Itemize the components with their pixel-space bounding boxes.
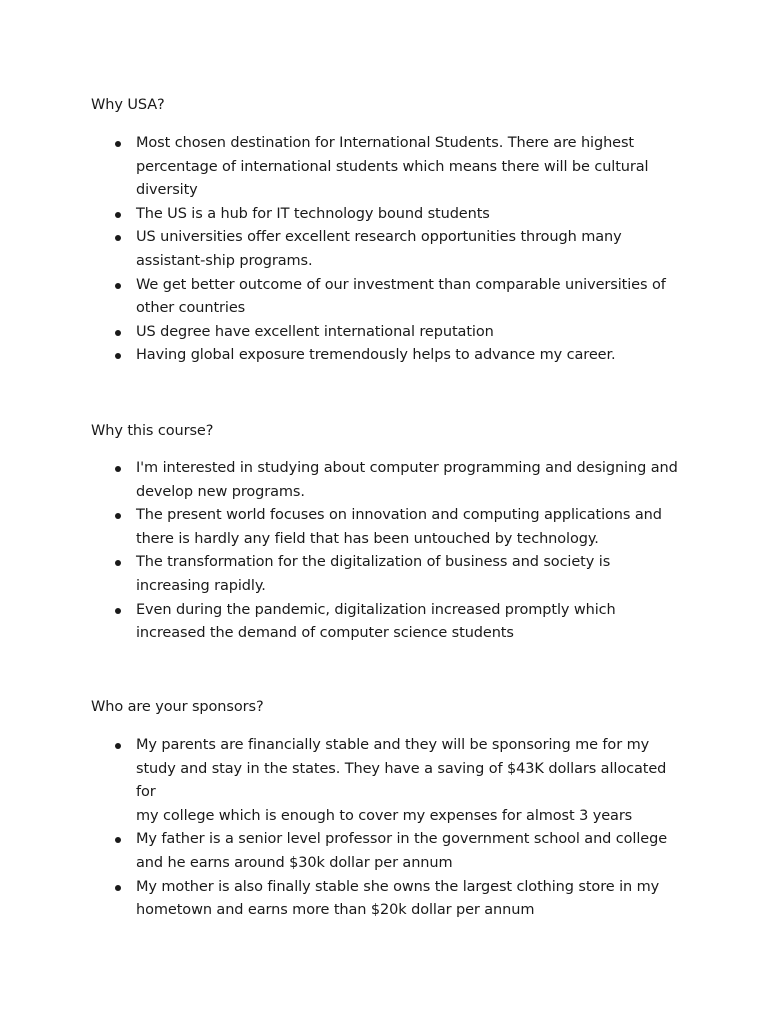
section-heading-why-this-course: Why this course?: [91, 423, 214, 439]
bullet-icon: [115, 330, 121, 336]
list-item-text: US degree have excellent international reputation: [136, 323, 494, 340]
bullet-icon: [115, 466, 121, 472]
list-item: [0, 321, 681, 345]
list-item-text: Even during the pandemic, digitalization increased promptly which increased the demand of computer science students: [136, 601, 616, 642]
section-heading-sponsors: Who are your sponsors?: [91, 699, 264, 715]
list-item: [0, 828, 681, 875]
list-item-text: My mother is also finally stable she owns the largest clothing store in my hometown and earns more than $20k dollar per annum: [136, 878, 660, 919]
list-item: [0, 551, 681, 598]
bullet-list-why-this-course: [0, 457, 681, 646]
section-heading-why-usa: Why USA?: [91, 97, 165, 113]
list-item-text: Most chosen destination for International Students. There are highest percentage of international students which means there will be cultural diversity: [136, 135, 649, 199]
list-item-text: I'm interested in studying about computer programming and designing and develop new programs.: [136, 460, 678, 500]
list-item: [0, 132, 681, 203]
bullet-icon: [115, 353, 121, 359]
bullet-icon: [115, 283, 121, 289]
list-item: [0, 734, 681, 828]
bullet-icon: [115, 885, 121, 891]
list-item: [0, 344, 681, 368]
bullet-list-why-usa: [0, 132, 681, 368]
list-item-text: The present world focuses on innovation and computing applications and there is hardly any field that has been untouched by technology.: [136, 507, 662, 547]
list-item: [0, 274, 681, 321]
bullet-icon: [115, 141, 121, 147]
list-item: [0, 876, 681, 923]
bullet-icon: [115, 743, 121, 749]
list-item-text: My parents are financially stable and they will be sponsoring me for my study and stay in the states. They have a saving of $43K dollars allocated for my college which is enough to cover my expenses for almost 3 years: [136, 737, 667, 824]
bullet-icon: [115, 235, 121, 241]
bullet-icon: [115, 212, 121, 218]
bullet-icon: [115, 513, 121, 519]
list-item-text: We get better outcome of our investment than comparable universities of other countries: [136, 276, 666, 317]
bullet-icon: [115, 608, 121, 614]
list-item-text: The transformation for the digitalization of business and society is increasing rapidly.: [136, 554, 611, 594]
bullet-icon: [115, 837, 121, 843]
list-item-text: Having global exposure tremendously helps to advance my career.: [136, 347, 616, 364]
list-item-text: The US is a hub for IT technology bound students: [136, 205, 490, 222]
list-item: [0, 504, 681, 551]
list-item-text: US universities offer excellent research opportunities through many assistant-ship programs.: [136, 229, 622, 269]
list-item: [0, 599, 681, 646]
list-item-text: My father is a senior level professor in the government school and college and he earns around $30k dollar per annum: [136, 831, 668, 871]
list-item: [0, 226, 681, 273]
bullet-icon: [115, 560, 121, 566]
bullet-list-sponsors: [0, 734, 681, 923]
list-item: [0, 203, 681, 227]
list-item: [0, 457, 681, 504]
